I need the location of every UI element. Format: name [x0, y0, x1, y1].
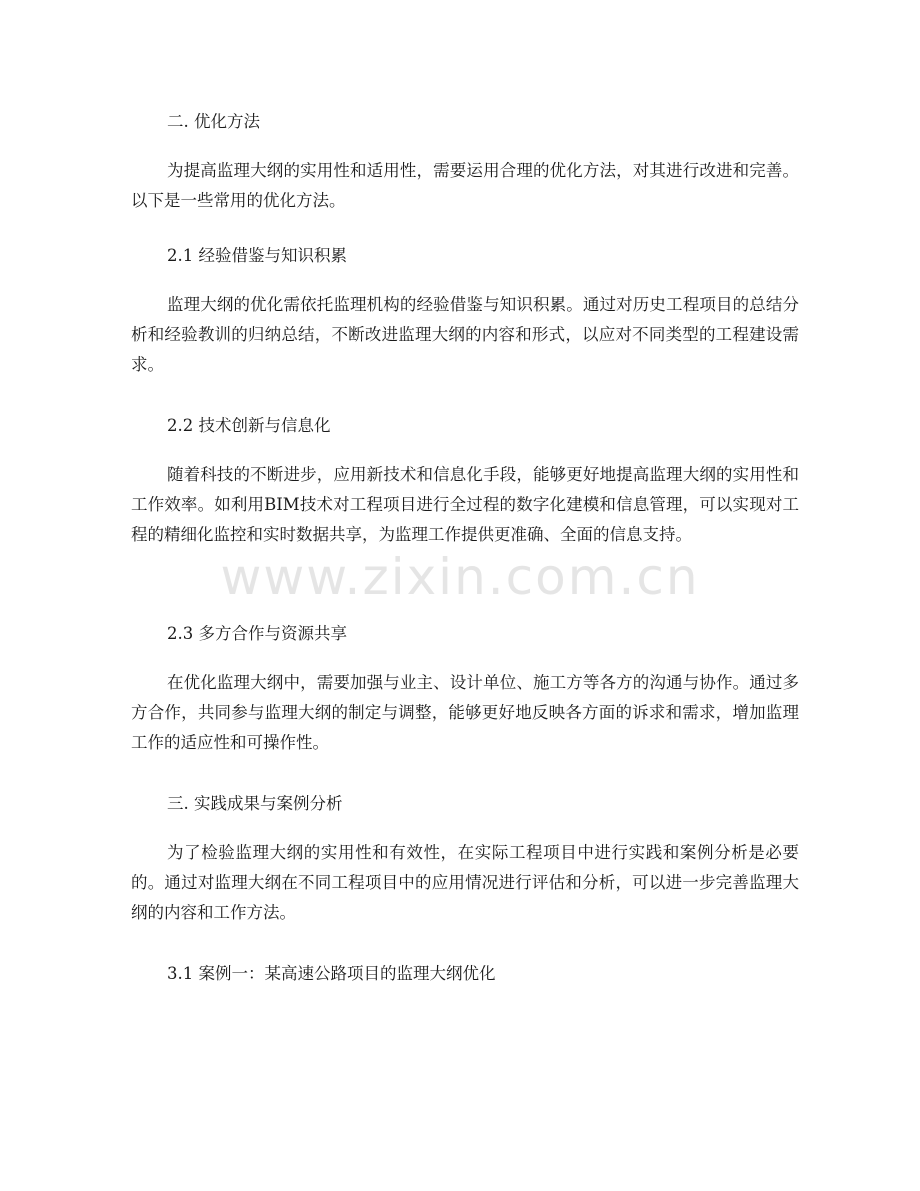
paragraph-2-3: 在优化监理大纲中，需要加强与业主、设计单位、施工方等各方的沟通与协作。通过多方合作，共同参与监理大纲的制定与调整，能够更好地反映各方面的诉求和需求，增加监理工作的适应性和可操作性。	[131, 673, 799, 752]
paragraph-2-1: 监理大纲的优化需依托监理机构的经验借鉴与知识积累。通过对历史工程项目的总结分析和经验教训的归纳总结，不断改进监理大纲的内容和形式，以应对不同类型的工程建设需求。	[131, 295, 799, 374]
section-heading-practice-results: 三. 实践成果与案例分析	[167, 794, 343, 813]
subsection-heading-2-3: 2.3 多方合作与资源共享	[167, 624, 347, 643]
subsection-heading-2-2: 2.2 技术创新与信息化	[167, 416, 331, 435]
paragraph-optimization-intro: 为提高监理大纲的实用性和适用性，需要运用合理的优化方法，对其进行改进和完善。以下是一些常用的优化方法。	[131, 161, 799, 210]
subsection-heading-2-1: 2.1 经验借鉴与知识积累	[167, 246, 347, 265]
subsection-heading-3-1: 3.1 案例一：某高速公路项目的监理大纲优化	[167, 964, 496, 983]
section-heading-optimization-methods: 二. 优化方法	[167, 112, 260, 131]
watermark-text: www.zixin.com.cn	[220, 548, 700, 606]
paragraph-2-2: 随着科技的不断进步，应用新技术和信息化手段，能够更好地提高监理大纲的实用性和工作效率。如利用BIM技术对工程项目进行全过程的数字化建模和信息管理，可以实现对工程的精细化监控和实时数据共享，为监理工作提供更准确、全面的信息支持。	[131, 465, 799, 544]
paragraph-practice-results: 为了检验监理大纲的实用性和有效性，在实际工程项目中进行实践和案例分析是必要的。通过对监理大纲在不同工程项目中的应用情况进行评估和分析，可以进一步完善监理大纲的内容和工作方法。	[131, 843, 799, 922]
